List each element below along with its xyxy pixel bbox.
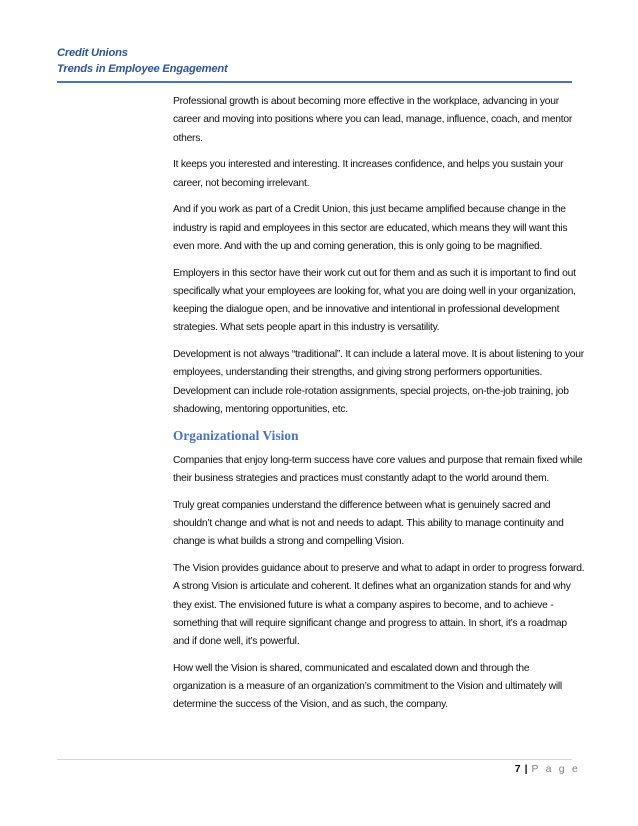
header-subtitle: Trends in Employee Engagement xyxy=(57,63,228,75)
paragraph-great-companies: Truly great companies understand the difference between what is genuinely sacred and shouldn’t change and what is not and needs to adapt. This ability to manage continuity and change is what builds a strong and compelling Vision. xyxy=(173,499,564,548)
paragraph-professional-growth: Professional growth is about becoming more effective in the workplace, advancing in your career and moving into positions where you can lead, manage, influence, coach, and mentor others. xyxy=(173,96,573,144)
section-heading-organizational-vision: Organizational Vision xyxy=(173,427,299,443)
header-divider xyxy=(57,81,572,83)
page-body xyxy=(173,93,585,723)
header-title: Credit Unions xyxy=(57,47,128,59)
paragraph-development: Development is not always “traditional”. It can include a lateral move. It is about listening to your employees, understanding their strengths, and giving strong performers opportunities. Development can include role-rotation assignments, special projects, on-the-job training, job shadowing, mentoring opportunities, etc. xyxy=(173,349,584,416)
running-header xyxy=(57,45,577,77)
paragraph-credit-union-amplified: And if you work as part of a Credit Union, this just became amplified because change in the industry is rapid and employees in this sector are educated, which means they will want this even more. And with the up and coming generation, this is only going to be magnified. xyxy=(173,204,568,252)
page-footer xyxy=(515,761,580,777)
paragraph-vision-shared: How well the Vision is shared, communicated and escalated down and through the organization is a measure of an organization’s commitment to the Vision and ultimately will determine the success of the Vision, and as such, the company. xyxy=(173,662,562,711)
paragraph-keeps-interested: It keeps you interested and interesting. It increases confidence, and helps you sustain your career, not becoming irrelevant. xyxy=(173,159,564,189)
footer-divider xyxy=(57,759,572,760)
paragraph-vision-guidance: The Vision provides guidance about to preserve and what to adapt in order to progress forward. A strong Vision is articulate and coherent. It defines what an organization stands for and why they exist. The envisioned future is what a company aspires to become, and to achieve - something that will require significant change and progress to attain. In short, it’s a roadmap and if done well, it’s powerful. xyxy=(173,562,585,648)
page-number: 7 xyxy=(514,763,521,775)
page-label: P a g e xyxy=(531,763,580,775)
paragraph-core-values: Companies that enjoy long-term success have core values and purpose that remain fixed while their business strategies and practices must constantly adapt to the world around them. xyxy=(173,454,583,484)
footer-separator: | xyxy=(524,763,528,775)
paragraph-employers-work: Employers in this sector have their work cut out for them and as such it is important to find out specifically what your employees are looking for, what you are doing well in your organization, keeping the dialogue open, and be innovative and intentional in professional development strategies. What sets people apart in this industry is versatility. xyxy=(173,267,576,334)
